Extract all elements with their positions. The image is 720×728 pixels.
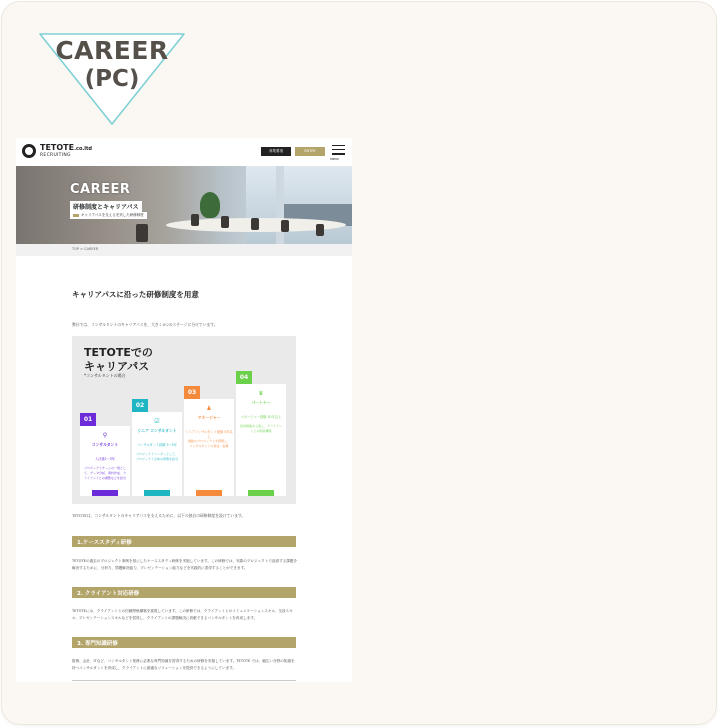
diagram-subtitle: *コンサルタントの場合: [84, 373, 126, 378]
page-preview: [16, 138, 352, 682]
partner-icon: ♛: [258, 390, 264, 397]
step-bar: [92, 490, 118, 496]
label-title: CAREER: [55, 36, 169, 65]
career-step-4: [236, 374, 286, 496]
checklist-icon: ☑: [154, 418, 160, 425]
hero-chair: [316, 224, 324, 236]
step-term: シニアコンサルタント経験 5年以上: [185, 430, 233, 439]
breadcrumb[interactable]: TOP > CAREER: [72, 247, 99, 251]
hero-chair: [136, 224, 148, 242]
logo-text[interactable]: TETOTE.co.ltd: [40, 143, 92, 152]
search-icon: ⚲: [102, 432, 108, 439]
step-desc: プロジェクトリーダーとして、プロジェクト全体の管理を担当: [136, 452, 178, 461]
step-bar: [248, 490, 274, 496]
step-name: パートナー: [251, 400, 271, 405]
step-desc: 経営戦略を立案し、クライアントとの関係構築: [240, 424, 282, 433]
section-body-3: 財務、会計、ITなど、コンサルタント業務に必要な専門知識を習得するための研修を実施しています。TETOTE では、幅広い分野の知識を持つコンサルタントを育成し、クライアントに最適なソリューションを提供できるようにしています。: [72, 659, 295, 670]
hero-subtag: キャリアパスを支える充実した研修制度: [70, 212, 147, 219]
divider: [72, 680, 296, 681]
entry-button[interactable]: ENTRY: [295, 147, 325, 156]
step-term: コンサルタント経験 3〜5年: [137, 443, 177, 447]
hero-chair: [281, 220, 289, 232]
diagram-title-line1: TETOTEでの: [84, 346, 153, 359]
hero-chair: [221, 216, 229, 228]
hero-window: [246, 166, 276, 244]
menu-label: MENU: [330, 157, 339, 161]
step-name: シニア コンサルタント: [137, 428, 177, 433]
logo-icon[interactable]: [22, 144, 36, 158]
step-name: マネージャー: [197, 415, 221, 420]
section-heading-3: 3. 専門知識研修: [72, 637, 296, 648]
step-number: 01: [80, 413, 96, 426]
hero-plant: [200, 192, 220, 218]
step-bar: [196, 490, 222, 496]
step-desc: プロジェクトチームの一員として、データ分析、資料作成、クライアントとの調整などを担当: [84, 466, 126, 480]
section-heading-2: 2. クライアント対応研修: [72, 587, 296, 598]
step-name: コンサルタント: [91, 442, 119, 447]
step-bar: [144, 490, 170, 496]
career-step-2: [132, 402, 182, 496]
step-term: 入社後2〜3年: [95, 457, 115, 461]
hero-tag: 研修制度とキャリアパス: [70, 201, 142, 212]
label-subtitle: (PC): [84, 66, 140, 92]
hero-title: CAREER: [70, 182, 131, 197]
menu-icon[interactable]: [332, 145, 345, 157]
step-number: 03: [184, 386, 200, 399]
intro-text: 弊社では、コンサルタントのキャリアパスを、大きく4つのステージに分けています。: [72, 322, 218, 327]
hero-chair: [191, 214, 199, 226]
team-icon: ♟: [206, 405, 212, 412]
section-body-1: TETOTEの過去のプロジェクト事例を基にしたケーススタディ研修を実施しています。この研修では、実際のプロジェクトで直面する課題を解決するために、分析力、問題解決能力、プレゼンテーション能力などを実践的に習得することができます。: [72, 559, 298, 570]
step-desc: 複数のプロジェクトを管理し、コンサルタントの育成・指導: [188, 439, 230, 448]
step-number: 02: [132, 399, 148, 412]
training-lead-text: TETOTEは、コンサルタントのキャリアパスを支えるために、以下の独自の研修制度を設けています。: [72, 513, 246, 518]
career-step-3: [184, 389, 234, 496]
requirements-button[interactable]: 募集要項: [261, 147, 291, 156]
career-step-1: [80, 416, 130, 496]
page-heading: キャリアパスに沿った研修制度を用意: [72, 290, 199, 299]
site-header: [16, 138, 352, 166]
section-body-2: TETOTEには、クライアントとの信頼関係構築を重視しています。この研修では、クライアントとのコミュニケーションスキル、交渉スキル、プレゼンテーションスキルなどを習得し、クライアントの課題解決に貢献できるコンサルタントを育成します。: [72, 609, 293, 620]
step-term: マネージャー経験 10年以上: [240, 415, 281, 419]
career-path-diagram: [72, 336, 296, 504]
breadcrumb-bar: [16, 244, 352, 256]
diagram-title-line2: キャリアパス: [84, 360, 150, 373]
section-heading-1: 1.ケーススタディ研修: [72, 536, 296, 547]
hero-banner: [16, 166, 352, 244]
logo-subtitle: RECRUITING: [40, 153, 71, 158]
hero-chair: [251, 218, 259, 230]
step-number: 04: [236, 371, 252, 384]
